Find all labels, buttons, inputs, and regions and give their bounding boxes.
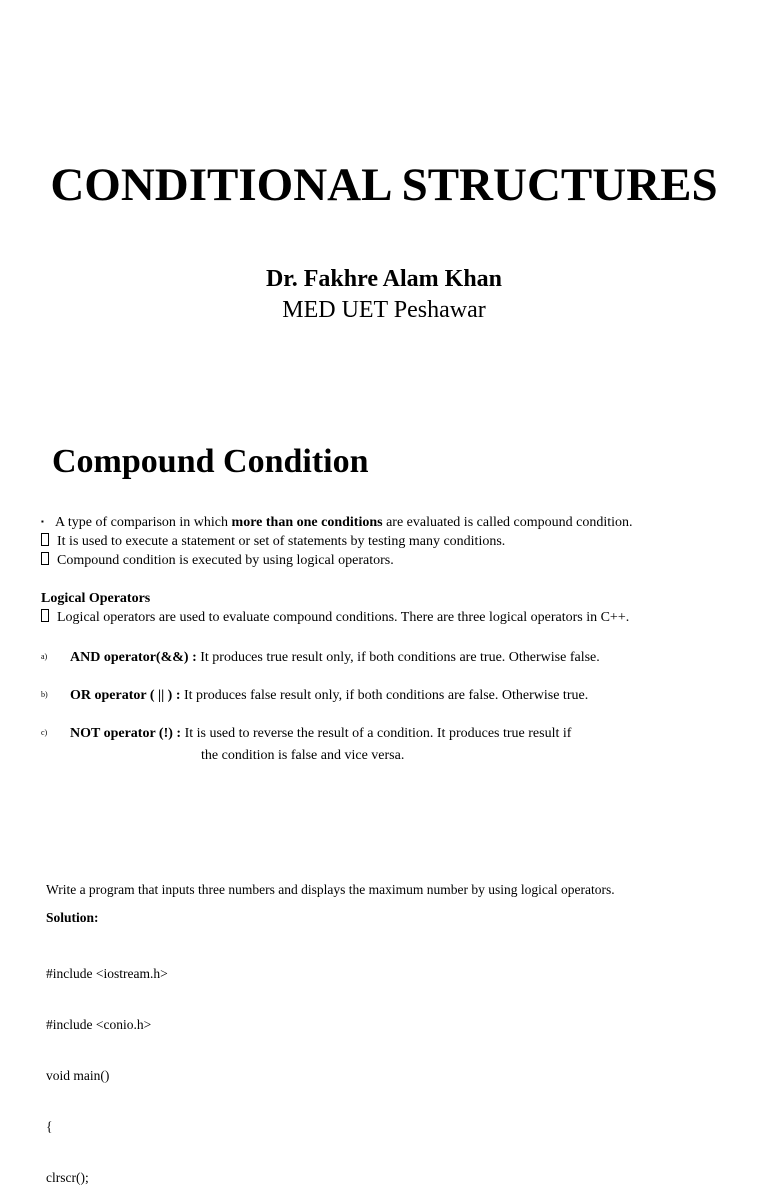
bullet-3: Compound condition is executed by using logical operators. (41, 552, 394, 570)
operator-name: NOT operator (!) : (70, 726, 182, 741)
section-heading: Compound Condition (52, 443, 369, 480)
bullet-marker: ▪ (41, 517, 44, 526)
code-line: #include <conio.h> (46, 1017, 152, 1032)
code-line: clrscr(); (46, 1170, 89, 1185)
bullet-1: ▪ A type of comparison in which more than one conditions are evaluated is called compound condition. (41, 515, 633, 530)
exercise-question: Write a program that inputs three numbers and displays the maximum number by using logical operators. (46, 882, 615, 897)
operator-and: a) AND operator(&&) : It produces true result only, if both conditions are true. Otherwise false. (41, 650, 600, 665)
operator-name: AND operator(&&) : (70, 650, 197, 665)
author-name: Dr. Fakhre Alam Khan (265, 266, 503, 292)
bullet-1-emphasis: more than one conditions (231, 515, 383, 530)
code-block (46, 931, 168, 1203)
code-line: { (46, 1119, 53, 1134)
bullet-box-icon (41, 552, 49, 565)
code-line: #include <iostream.h> (46, 966, 168, 981)
bullet-box-icon (41, 533, 49, 546)
operator-or: b) OR operator ( || ) : It produces false result only, if both conditions are false. Otherwise true. (41, 688, 589, 703)
logical-operators-intro: Logical operators are used to evaluate compound conditions. There are three logical operators in C++. (41, 609, 629, 627)
logical-operators-subheading: Logical Operators (41, 591, 151, 606)
code-line: void main() (46, 1068, 110, 1083)
operator-not-continued: the condition is false and vice versa. (201, 748, 405, 763)
bullet-2: It is used to execute a statement or set of statements by testing many conditions. (41, 533, 505, 551)
author-affiliation: MED UET Peshawar (282, 297, 486, 323)
solution-label: Solution: (46, 910, 99, 925)
slide-title: CONDITIONAL STRUCTURES (50, 159, 718, 211)
bullet-box-icon (41, 609, 49, 622)
operator-not: c) NOT operator (!) : It is used to reverse the result of a condition. It produces true result if (41, 726, 572, 741)
operator-name: OR operator ( || ) : (70, 688, 181, 703)
